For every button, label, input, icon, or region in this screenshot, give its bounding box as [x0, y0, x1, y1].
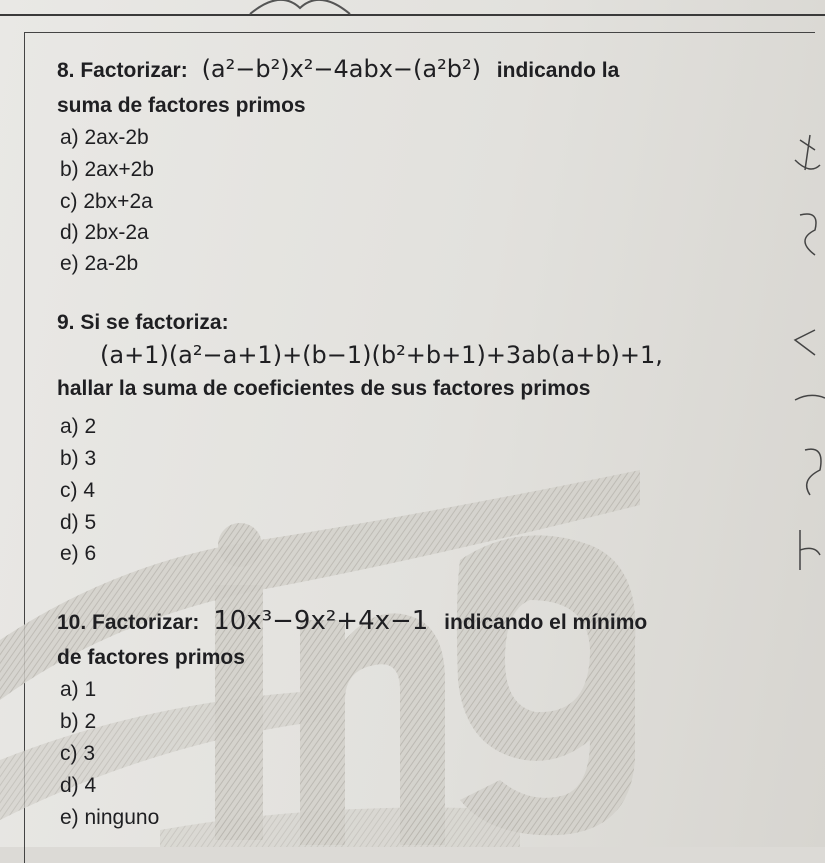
question-8-header: [57, 55, 619, 83]
question-8-line2: suma de factores primos: [57, 94, 306, 117]
question-expression: 10x³−9x²+4x−1: [213, 606, 429, 636]
option-c[interactable]: c) 2bx+2a: [60, 190, 153, 213]
question-prompt-tail: indicando la: [496, 59, 620, 82]
option-b[interactable]: b) 2ax+2b: [60, 158, 154, 181]
question-prompt-tail: indicando el mínimo: [444, 611, 648, 634]
option-b[interactable]: b) 3: [60, 447, 97, 470]
question-expression: (a²−b²)x²−4abx−(a²b²): [201, 55, 481, 83]
question-prompt: Si se factoriza:: [80, 311, 229, 334]
question-prompt: Factorizar:: [92, 611, 200, 634]
option-a[interactable]: a) 2ax-2b: [60, 126, 149, 149]
question-9-header: [57, 311, 229, 335]
question-prompt: Factorizar:: [80, 59, 188, 82]
option-d[interactable]: d) 2bx-2a: [60, 221, 149, 244]
question-10-line2: de factores primos: [57, 646, 245, 669]
option-a[interactable]: a) 1: [60, 678, 97, 701]
option-a[interactable]: a) 2: [60, 415, 97, 438]
option-e[interactable]: e) 6: [60, 542, 97, 565]
option-c[interactable]: c) 3: [60, 742, 96, 765]
option-c[interactable]: c) 4: [60, 479, 96, 502]
question-expression: (a+1)(a²−a+1)+(b−1)(b²+b+1)+3ab(a+b)+1,: [100, 341, 663, 369]
option-d[interactable]: d) 5: [60, 511, 97, 534]
option-d[interactable]: d) 4: [60, 774, 97, 797]
question-9-line2: hallar la suma de coeficientes de sus factores primos: [57, 377, 591, 400]
question-10-header: [57, 606, 647, 636]
option-e[interactable]: e) 2a-2b: [60, 252, 139, 275]
question-number: 10.: [57, 611, 87, 634]
option-e[interactable]: e) ninguno: [60, 806, 160, 829]
option-b[interactable]: b) 2: [60, 710, 97, 733]
margin-doodle-icon: [790, 130, 825, 590]
question-number: 9.: [57, 311, 75, 334]
question-number: 8.: [57, 59, 75, 82]
